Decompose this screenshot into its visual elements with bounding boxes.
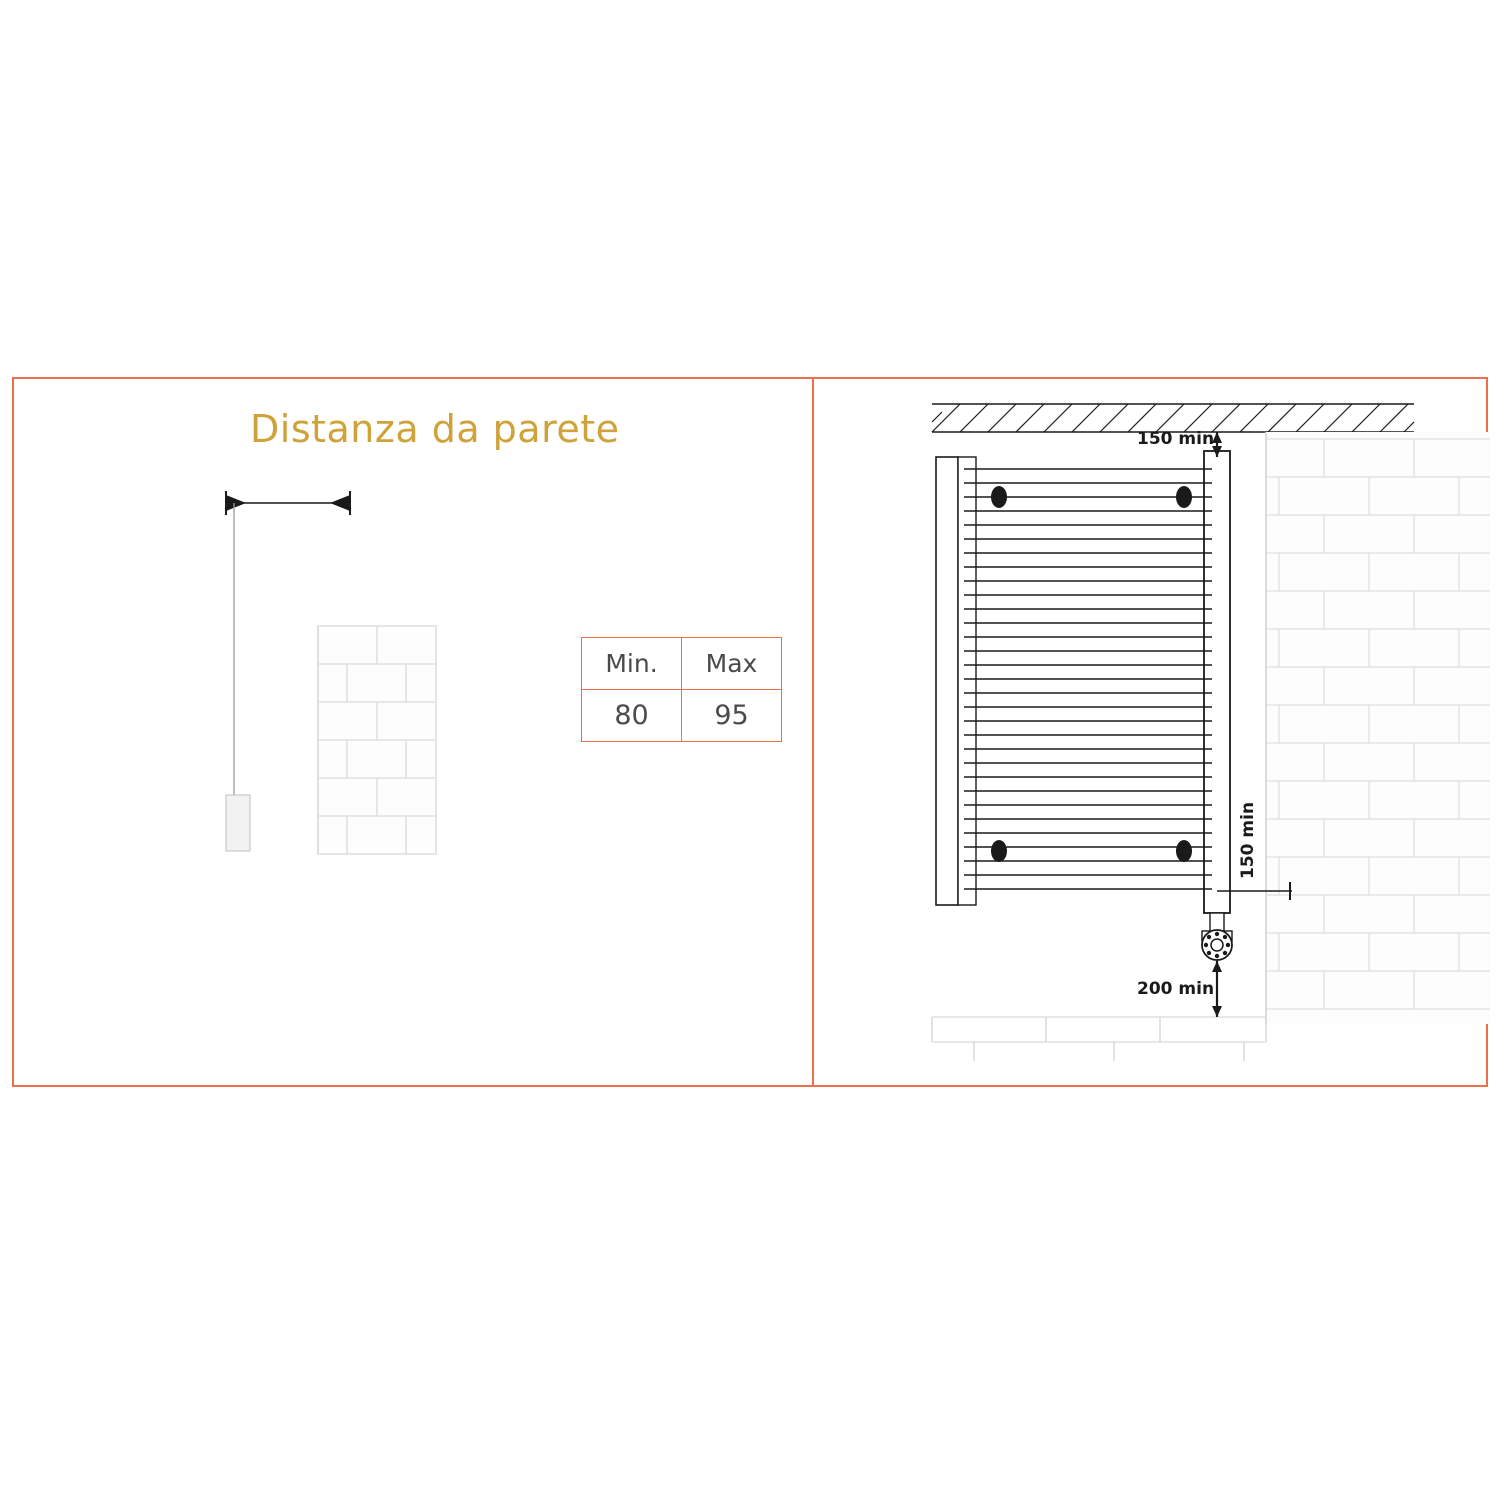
diagram-sheet bbox=[12, 377, 1488, 1087]
wall-distance-drawing bbox=[154, 479, 634, 1039]
table-cell-max-value: 95 bbox=[682, 690, 782, 742]
dimension-label-side-clearance: 150 min bbox=[1238, 801, 1258, 879]
table-header-row bbox=[582, 638, 782, 690]
brick-wall-icon bbox=[318, 626, 436, 854]
brick-wall-icon bbox=[1266, 432, 1490, 1024]
right-panel bbox=[814, 379, 1490, 1085]
clearance-table bbox=[581, 637, 782, 742]
table-header-max: Max bbox=[682, 638, 782, 690]
floor-tiles-icon bbox=[932, 1017, 1266, 1061]
left-panel bbox=[14, 379, 812, 1085]
table-row bbox=[582, 690, 782, 742]
radiator-body bbox=[226, 795, 250, 851]
bracket-icon bbox=[991, 486, 1007, 508]
page-title: Distanza da parete bbox=[250, 407, 620, 451]
bracket-icon bbox=[1176, 486, 1192, 508]
dimension-label-top-clearance: 150 min bbox=[1137, 429, 1215, 449]
table-cell-min-value: 80 bbox=[582, 690, 682, 742]
dimension-label-floor-clearance: 200 min bbox=[1137, 979, 1215, 999]
bracket-icon bbox=[991, 840, 1007, 862]
towel-radiator-icon bbox=[936, 451, 1230, 913]
arrow-right-icon bbox=[226, 495, 246, 511]
hatched-ceiling-icon bbox=[932, 404, 1414, 432]
arrow-left-icon bbox=[330, 495, 350, 511]
table-header-min: Min. bbox=[582, 638, 682, 690]
bracket-icon bbox=[1176, 840, 1192, 862]
